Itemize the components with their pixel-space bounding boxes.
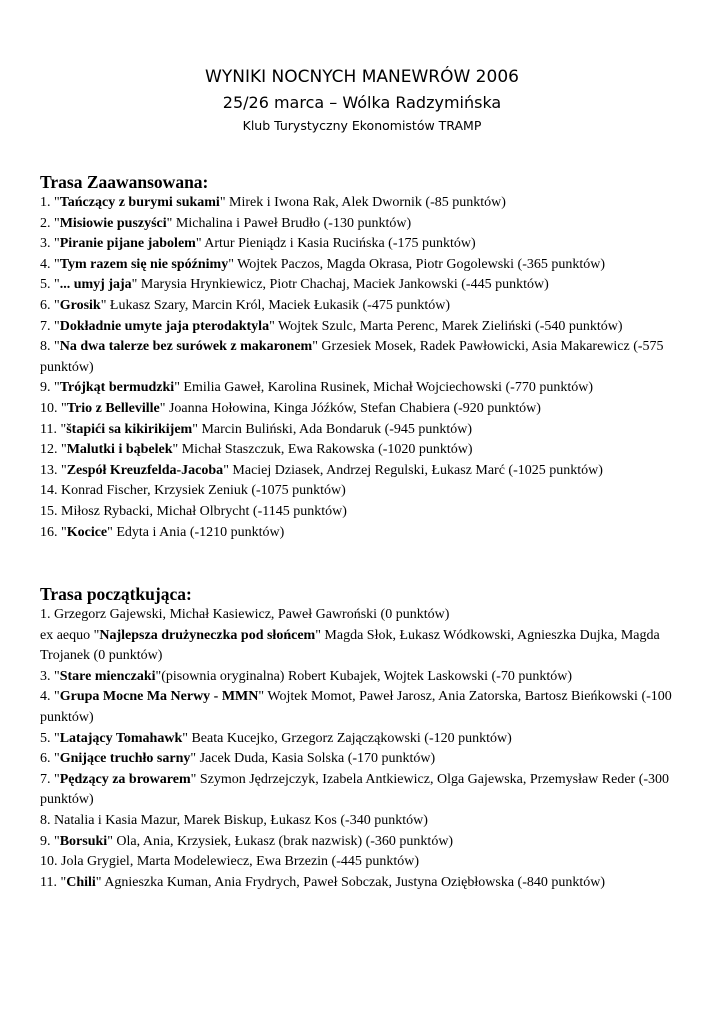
result-entry: 2. "Misiowie puszyści" Michalina i Paweł Brudło (-130 punktów) [40, 215, 412, 231]
result-rank: 10. [40, 400, 61, 416]
team-name: Chili [66, 874, 96, 890]
team-members-score: Grzesiek Mosek, Radek Pawłowicki, Asia Makarewicz (-575 punktów) [40, 339, 664, 375]
team-members-score: Marysia Hrynkiewicz, Piotr Chachaj, Maciek Jankowski (-445 punktów) [137, 277, 549, 293]
team-members-score: Jacek Duda, Kasia Solska (-170 punktów) [196, 751, 436, 767]
result-rank: 12. [40, 442, 61, 458]
result-rank: 11. [40, 421, 61, 437]
result-rank: ex aequo [40, 627, 94, 643]
result-rank: 13. [40, 462, 61, 478]
team-name: ... umyj jaja [59, 277, 132, 293]
team-members-score: (pisownia oryginalna) Robert Kubajek, Wojtek Laskowski (-70 punktów) [161, 668, 572, 684]
team-name: Borsuki [59, 833, 108, 849]
result-entry: 6. "Gnijące truchło sarny" Jacek Duda, Kasia Solska (-170 punktów) [40, 751, 436, 767]
beginner-route-heading: Trasa początkująca: [40, 584, 192, 604]
result-rank: 2. [40, 215, 54, 231]
team-name: Stare mienczaki [59, 668, 156, 684]
team-name: Tańczący z burymi sukami [59, 195, 220, 210]
result-entry: 16. "Kocice" Edyta i Ania (-1210 punktów) [40, 524, 285, 540]
team-members-score: Wojtek Szulc, Marta Perenc, Marek Zieliński (-540 punktów) [274, 318, 623, 334]
advanced-results-list [40, 193, 690, 543]
team-members-score: Beata Kucejko, Grzegorz Zającząkowski (-120 punktów) [187, 730, 512, 746]
result-rank: 6. [40, 751, 54, 767]
team-name: Na dwa talerze bez surówek z makaronem [59, 339, 313, 355]
result-entry [40, 502, 690, 523]
team-name: Tym razem się nie spóźnimy [59, 256, 229, 272]
result-rank: 6. [40, 297, 54, 313]
result-rank: 3. [40, 236, 54, 252]
result-entry: 4. "Grupa Mocne Ma Nerwy - MMN" Wojtek Momot, Paweł Jarosz, Ania Zatorska, Bartosz Bieńkowski (-100 punktów) [40, 689, 672, 725]
team-members-score: Agnieszka Kuman, Ania Frydrych, Paweł Sobczak, Justyna Oziębłowska (-840 punktów) [101, 874, 606, 890]
team-members-score: Natalia i Kasia Mazur, Marek Biskup, Łukasz Kos (-340 punktów) [54, 812, 428, 828]
team-name: Gnijące truchło sarny [59, 751, 191, 767]
result-rank: 1. [40, 607, 54, 622]
team-members-score: Artur Pieniądz i Kasia Rucińska (-175 punktów) [201, 236, 476, 252]
team-name: Malutki i bąbelek [66, 442, 173, 458]
team-members-score: Maciej Dziasek, Andrzej Regulski, Łukasz Marć (-1025 punktów) [228, 462, 603, 478]
result-entry: 5. "... umyj jaja" Marysia Hrynkiewicz, Piotr Chachaj, Maciek Jankowski (-445 punktów) [40, 277, 549, 293]
result-rank: 9. [40, 380, 54, 396]
result-entry: ex aequo "Najlepsza drużyneczka pod słońcem" Magda Słok, Łukasz Wódkowski, Agnieszka Dujka, Magda Trojanek (0 punktów) [40, 627, 660, 664]
result-rank: 7. [40, 771, 54, 787]
team-members-score: Edyta i Ania (-1210 punktów) [112, 524, 285, 540]
result-rank: 7. [40, 318, 54, 334]
result-rank: 11. [40, 874, 61, 890]
result-rank: 5. [40, 730, 54, 746]
result-rank: 16. [40, 524, 61, 540]
result-entry: 3. "Piranie pijane jabolem" Artur Pieniądz i Kasia Rucińska (-175 punktów) [40, 236, 476, 252]
page-title: WYNIKI NOCNYCH MANEWRÓW 2006 [205, 67, 519, 87]
result-entry: 12. "Malutki i bąbelek" Michał Staszczuk, Ewa Rakowska (-1020 punktów) [40, 442, 473, 458]
result-entry [40, 811, 690, 832]
result-entry: 13. "Zespół Kreuzfelda-Jacoba" Maciej Dziasek, Andrzej Regulski, Łukasz Marć (-1025 punktów) [40, 462, 603, 478]
advanced-route-heading: Trasa Zaawansowana: [40, 172, 209, 192]
result-rank: 4. [40, 689, 54, 705]
result-entry: 9. "Trójkąt bermudzki" Emilia Gaweł, Karolina Rusinek, Michał Wojciechowski (-770 punktów) [40, 380, 593, 396]
result-entry: 3. "Stare mienczaki"(pisownia oryginalna) Robert Kubajek, Wojtek Laskowski (-70 punktów) [40, 668, 572, 684]
advanced-route-section [40, 172, 690, 543]
team-members-score: Łukasz Szary, Marcin Król, Maciek Łukasik (-475 punktów) [106, 297, 450, 313]
team-members-score: Szymon Jędrzejczyk, Izabela Antkiewicz, Olga Gajewska, Przemysław Reder (-300 punktów) [40, 771, 670, 808]
result-entry: 6. "Grosik" Łukasz Szary, Marcin Król, Maciek Łukasik (-475 punktów) [40, 297, 450, 313]
result-rank: 9. [40, 833, 54, 849]
team-name: Piranie pijane jabolem [59, 236, 196, 252]
result-entry: 7. "Dokładnie umyte jaja pterodaktyla" Wojtek Szulc, Marta Perenc, Marek Zieliński (-540 punktów) [40, 318, 623, 334]
team-name: Grosik [59, 297, 101, 313]
team-members-score: Magda Słok, Łukasz Wódkowski, Agnieszka Dujka, Magda Trojanek (0 punktów) [40, 627, 660, 664]
result-entry: 5. "Latający Tomahawk" Beata Kucejko, Grzegorz Zającząkowski (-120 punktów) [40, 730, 512, 746]
team-members-score: Konrad Fischer, Krzysiek Zeniuk (-1075 punktów) [61, 483, 346, 499]
result-entry [40, 852, 690, 873]
team-members-score: Miłosz Rybacki, Michał Olbrycht (-1145 punktów) [61, 503, 347, 519]
result-entry: 11. "Chili" Agnieszka Kuman, Ania Frydrych, Paweł Sobczak, Justyna Oziębłowska (-840 punktów) [40, 874, 606, 890]
team-members-score: Marcin Buliński, Ada Bondaruk (-945 punktów) [197, 421, 473, 437]
team-members-score: Emilia Gaweł, Karolina Rusinek, Michał Wojciechowski (-770 punktów) [179, 380, 593, 396]
team-members-score: Mirek i Iwona Rak, Alek Dwornik (-85 punktów) [225, 195, 506, 210]
team-name: Zespół Kreuzfelda-Jacoba [66, 462, 224, 478]
result-rank: 5. [40, 277, 54, 293]
team-members-score: Wojtek Paczos, Magda Okrasa, Piotr Gogolewski (-365 punktów) [233, 256, 606, 272]
result-rank: 3. [40, 668, 54, 684]
result-entry [40, 481, 690, 502]
result-rank: 8. [40, 339, 54, 355]
team-name: Trójkąt bermudzki [59, 380, 175, 396]
event-date-location: 25/26 marca – Wólka Radzymińska [222, 93, 502, 112]
team-name: Kocice [66, 524, 108, 540]
team-name: Grupa Mocne Ma Nerwy - MMN [59, 689, 259, 705]
team-name: Dokładnie umyte jaja pterodaktyla [59, 318, 270, 334]
team-name: Pędzący za browarem [59, 771, 191, 787]
organizer-name: Klub Turystyczny Ekonomistów TRAMP [242, 118, 482, 133]
result-entry: 11. "štapići sa kikirikijem" Marcin Buliński, Ada Bondaruk (-945 punktów) [40, 421, 473, 437]
result-rank: 1. [40, 195, 54, 210]
team-name: Najlepsza drużyneczka pod słońcem [99, 627, 316, 643]
result-rank: 8. [40, 812, 54, 828]
beginner-route-section [40, 584, 690, 893]
team-members-score: Michał Staszczuk, Ewa Rakowska (-1020 punktów) [178, 442, 473, 458]
team-name: Misiowie puszyści [59, 215, 167, 231]
result-rank: 14. [40, 483, 61, 499]
result-rank: 4. [40, 256, 54, 272]
team-members-score: Grzegorz Gajewski, Michał Kasiewicz, Paweł Gawroński (0 punktów) [54, 607, 450, 622]
team-members-score: Wojtek Momot, Paweł Jarosz, Ania Zatorska, Bartosz Bieńkowski (-100 punktów) [40, 689, 672, 725]
result-entry: 7. "Pędzący za browarem" Szymon Jędrzejczyk, Izabela Antkiewicz, Olga Gajewska, Przemysław Reder (-300 punktów) [40, 771, 670, 808]
beginner-results-list [40, 605, 690, 893]
team-name: Latający Tomahawk [59, 730, 183, 746]
team-name: štapići sa kikirikijem [66, 421, 193, 437]
result-entry: 10. "Trio z Belleville" Joanna Hołowina, Kinga Jóźków, Stefan Chabiera (-920 punktów) [40, 400, 541, 416]
result-rank: 15. [40, 503, 61, 519]
team-members-score: Joanna Hołowina, Kinga Jóźków, Stefan Chabiera (-920 punktów) [165, 400, 541, 416]
team-members-score: Jola Grygiel, Marta Modelewiecz, Ewa Brzezin (-445 punktów) [61, 854, 420, 870]
team-members-score: Michalina i Paweł Brudło (-130 punktów) [172, 215, 412, 231]
result-entry: 1. "Tańczący z burymi sukami" Mirek i Iwona Rak, Alek Dwornik (-85 punktów) [40, 195, 506, 210]
result-entry [40, 605, 690, 626]
team-name: Trio z Belleville [66, 400, 160, 416]
result-entry: 9. "Borsuki" Ola, Ania, Krzysiek, Łukasz (brak nazwisk) (-360 punktów) [40, 833, 454, 849]
team-members-score: Ola, Ania, Krzysiek, Łukasz (brak nazwisk) (-360 punktów) [112, 833, 454, 849]
result-rank: 10. [40, 854, 61, 870]
result-entry: 8. "Na dwa talerze bez surówek z makaronem" Grzesiek Mosek, Radek Pawłowicki, Asia Makarewicz (-575 punktów) [40, 339, 664, 375]
result-entry: 4. "Tym razem się nie spóźnimy" Wojtek Paczos, Magda Okrasa, Piotr Gogolewski (-365 punktów) [40, 256, 606, 272]
